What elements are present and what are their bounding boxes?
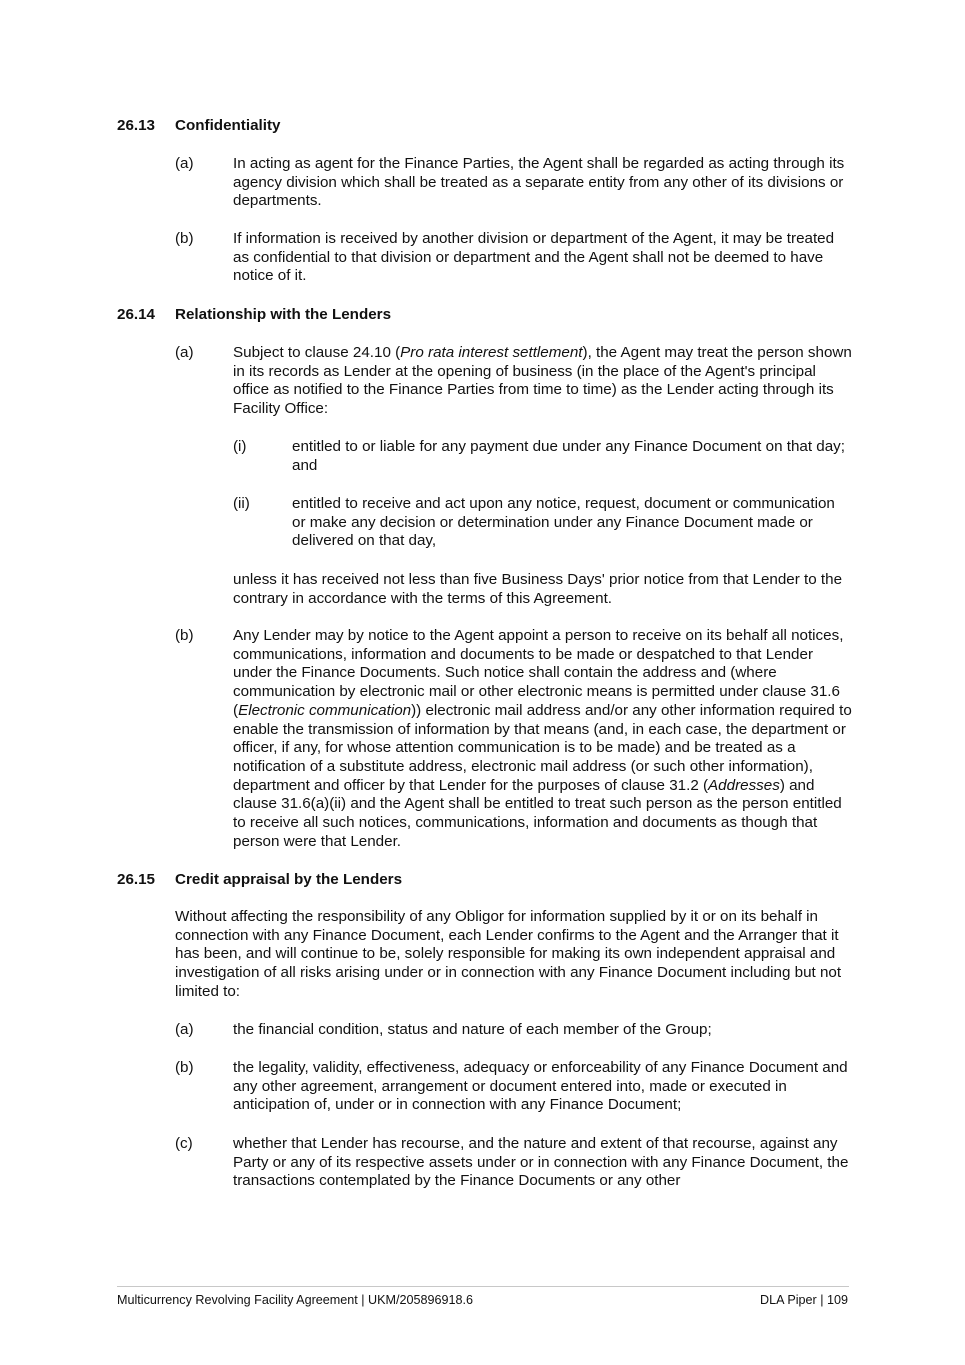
clause-label: (c) xyxy=(175,1135,193,1152)
italic-reference: Addresses xyxy=(708,776,780,794)
section-intro-paragraph: Without affecting the responsibility of any Obligor for information supplied by it or on its behalf in connection with any Finance Document, each Lender confirms to the Agent and the Arranger that it has been, and will continue to be, solely responsible for making its own independent appraisal and investigation of all risks arising under or in connection with any Finance Document including but not limited to: xyxy=(175,908,842,1000)
subclause-text: entitled to receive and act upon any notice, request, document or communication or make any decision or determination under any Finance Document made or delivered on that day, xyxy=(292,495,835,550)
italic-reference: Pro rata interest settlement xyxy=(400,344,583,361)
section-number-26-13: 26.13 xyxy=(117,117,156,134)
section-title-confidentiality: Confidentiality xyxy=(175,117,281,134)
clause-label: (a) xyxy=(175,155,194,172)
clause-label: (b) xyxy=(175,1059,194,1076)
subclause-label: (i) xyxy=(233,438,247,455)
section-number-26-14: 26.14 xyxy=(117,306,156,323)
footer-document-reference: Multicurrency Revolving Facility Agreement | UKM/205896918.6 xyxy=(117,1293,474,1307)
clause-label: (b) xyxy=(175,627,194,644)
clause-text: whether that Lender has recourse, and the nature and extent of that recourse, against any Party or any of its respective assets under or in connection with any Finance Document, the transactions contemplated by the Finance Documents or any other xyxy=(233,1135,849,1190)
clause-text: the financial condition, status and nature of each member of the Group; xyxy=(233,1021,712,1038)
clause-label: (b) xyxy=(175,230,194,247)
clause-text: In acting as agent for the Finance Parties, the Agent shall be regarded as acting through its agency division which shall be treated as a separate entity from any other of its divisions or departments. xyxy=(233,155,845,210)
subclause-label: (ii) xyxy=(233,495,250,512)
section-number-26-15: 26.15 xyxy=(117,871,156,888)
footer-page-number: DLA Piper | 109 xyxy=(760,1293,848,1307)
clause-text: the legality, validity, effectiveness, adequacy or enforceability of any Finance Document and any other agreement, arrangement or document entered into, made or executed in anticipation of, under or in connection with any Finance Document; xyxy=(233,1059,848,1114)
clause-text: Any Lender may by notice to the Agent appoint a person to receive on its behalf all notices, communications, information and documents to be made or despatched to that Lender under the Finance Documents. Such notice shall contain the address and (where communication by electronic mail or other electronic means is permitted under clause 31.6 (Electronic communication)) electronic mail address and/or any other information required to enable the transmission of information by that means (and, in each case, the department or officer, if any, for whose attention communication is to be made) and be treated as a notification of a substitute address, electronic mail address (or such other information), department and officer by that Lender for the purposes of clause 31.2 (Addresses) and clause 31.6(a)(ii) and the Agent shall be entitled to treat such person as the person entitled to receive all such notices, communications, information and documents as though that person were that Lender. xyxy=(233,627,852,850)
clause-label: (a) xyxy=(175,344,194,361)
italic-reference: Electronic communication xyxy=(238,701,412,719)
clause-text: If information is received by another division or department of the Agent, it may be treated as confidential to that division or department and the Agent shall not be deemed to have notice of it. xyxy=(233,230,835,285)
clause-label: (a) xyxy=(175,1021,194,1038)
footer-divider xyxy=(117,1286,849,1287)
section-title-relationship: Relationship with the Lenders xyxy=(175,306,392,323)
clause-text-continuation: unless it has received not less than five Business Days' prior notice from that Lender to the contrary in accordance with the terms of this Agreement. xyxy=(233,571,843,607)
subclause-text: entitled to or liable for any payment due under any Finance Document on that day; and xyxy=(292,438,845,474)
clause-text: Subject to clause 24.10 (Pro rata interest settlement), the Agent may treat the person shown in its records as Lender at the opening of business (in the place of the Agent's principal office as notified to the Finance Parties from time to time) as the Lender acting through its Facility Office: xyxy=(233,344,852,418)
section-title-credit-appraisal: Credit appraisal by the Lenders xyxy=(175,871,403,888)
